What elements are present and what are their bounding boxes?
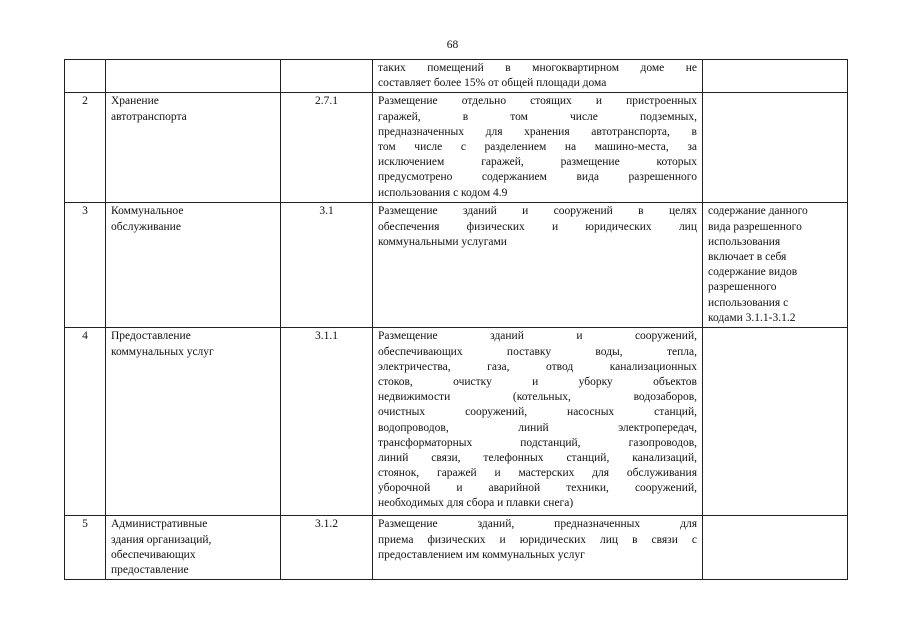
description-line: Размещение отдельно стоящих и пристроенных: [378, 95, 697, 108]
description-line: предоставлением им коммунальных услуг: [378, 548, 585, 561]
use-type-description-cell: [373, 203, 703, 328]
use-type-name-line: здания организаций,: [111, 533, 212, 546]
note-cell: [703, 93, 848, 203]
row-number-cell: 5: [65, 516, 106, 580]
description-line: предусмотрено содержанием вида разрешенного: [378, 171, 697, 184]
use-type-name-cell: [106, 516, 281, 580]
description-line: стоков, очистку и уборку объектов: [378, 375, 697, 388]
row-number-cell: 3: [65, 203, 106, 328]
description-line: гаражей, в том числе подземных,: [378, 110, 697, 123]
description-line: Размещение зданий, предназначенных для: [378, 518, 697, 531]
description-line: коммунальными услугами: [378, 235, 507, 248]
description-line: недвижимости (котельных, водозаборов,: [378, 391, 697, 404]
note-cell: [703, 516, 848, 580]
row-number-cell: [65, 60, 106, 93]
use-type-description-cell: [373, 93, 703, 203]
note-line: вида разрешенного: [708, 220, 802, 233]
table-row: [65, 328, 848, 516]
use-type-name-cell: [106, 60, 281, 93]
land-use-table: [64, 59, 848, 580]
description-line: исключением гаражей, размещение которых: [378, 156, 697, 169]
row-number-cell: 4: [65, 328, 106, 516]
use-type-name-line: предоставление: [111, 563, 189, 576]
description-line: электричества, газа, отвод канализационных: [378, 360, 697, 373]
table-row: [65, 93, 848, 203]
use-type-name-line: обеспечивающих: [111, 548, 196, 561]
description-line: Размещение зданий и сооружений,: [378, 330, 697, 343]
use-type-description-cell: [373, 328, 703, 516]
description-line: таких помещений в многоквартирном доме не: [378, 62, 697, 74]
description-line: очистных сооружений, насосных станций,: [378, 406, 697, 419]
table-body: [65, 60, 848, 580]
note-line: использования: [708, 235, 781, 248]
note-line: использования с: [708, 296, 789, 309]
use-type-code-cell: 3.1.2: [281, 516, 373, 580]
description-line: необходимых для сбора и плавки снега): [378, 497, 574, 510]
description-line: предназначенных для хранения автотранспорта, в: [378, 125, 697, 138]
note-cell: [703, 328, 848, 516]
page-number: 68: [446, 39, 459, 51]
use-type-name-line: коммунальных услуг: [111, 345, 214, 358]
note-line: разрешенного: [708, 281, 777, 294]
description-line: составляет более 15% от общей площади дома: [378, 77, 607, 90]
description-line: том числе с разделением на машино-места, за: [378, 140, 697, 153]
table-row: [65, 203, 848, 328]
use-type-code-cell: 3.1: [281, 203, 373, 328]
description-line: Размещение зданий и сооружений в целях: [378, 205, 697, 218]
use-type-description-cell: [373, 60, 703, 93]
description-line: использования с кодом 4.9: [378, 186, 508, 199]
table-row: [65, 516, 848, 580]
use-type-code-cell: 2.7.1: [281, 93, 373, 203]
use-type-name-line: Административные: [111, 518, 208, 531]
description-line: обеспечивающих поставку воды, тепла,: [378, 345, 697, 358]
use-type-name-line: Предоставление: [111, 330, 191, 343]
table-row: [65, 60, 848, 93]
use-type-name-cell: [106, 93, 281, 203]
description-line: водопроводов, линий электропередач,: [378, 421, 697, 434]
note-line: кодами 3.1.1-3.1.2: [708, 311, 796, 324]
note-line: содержание видов: [708, 266, 798, 279]
use-type-description-cell: [373, 516, 703, 580]
description-line: трансформаторных подстанций, газопроводов,: [378, 436, 697, 449]
use-type-name-cell: [106, 203, 281, 328]
row-number-cell: 2: [65, 93, 106, 203]
description-line: обеспечения физических и юридических лиц: [378, 220, 697, 233]
use-type-name-line: Коммунальное: [111, 205, 184, 218]
description-line: линий связи, телефонных станций, канализаций,: [378, 451, 697, 464]
description-line: стоянок, гаражей и мастерских для обслуживания: [378, 467, 697, 480]
note-cell: [703, 203, 848, 328]
use-type-code-cell: [281, 60, 373, 93]
description-line: уборочной и аварийной техники, сооружений,: [378, 482, 697, 495]
note-line: включает в себя: [708, 250, 787, 263]
use-type-code-cell: 3.1.1: [281, 328, 373, 516]
use-type-name-cell: [106, 328, 281, 516]
use-type-name-line: автотранспорта: [111, 110, 187, 123]
description-line: приема физических и юридических лиц в связи с: [378, 533, 697, 546]
use-type-name-line: Хранение: [111, 95, 159, 108]
use-type-name-line: обслуживание: [111, 220, 181, 233]
note-cell: [703, 60, 848, 93]
note-line: содержание данного: [708, 205, 808, 218]
